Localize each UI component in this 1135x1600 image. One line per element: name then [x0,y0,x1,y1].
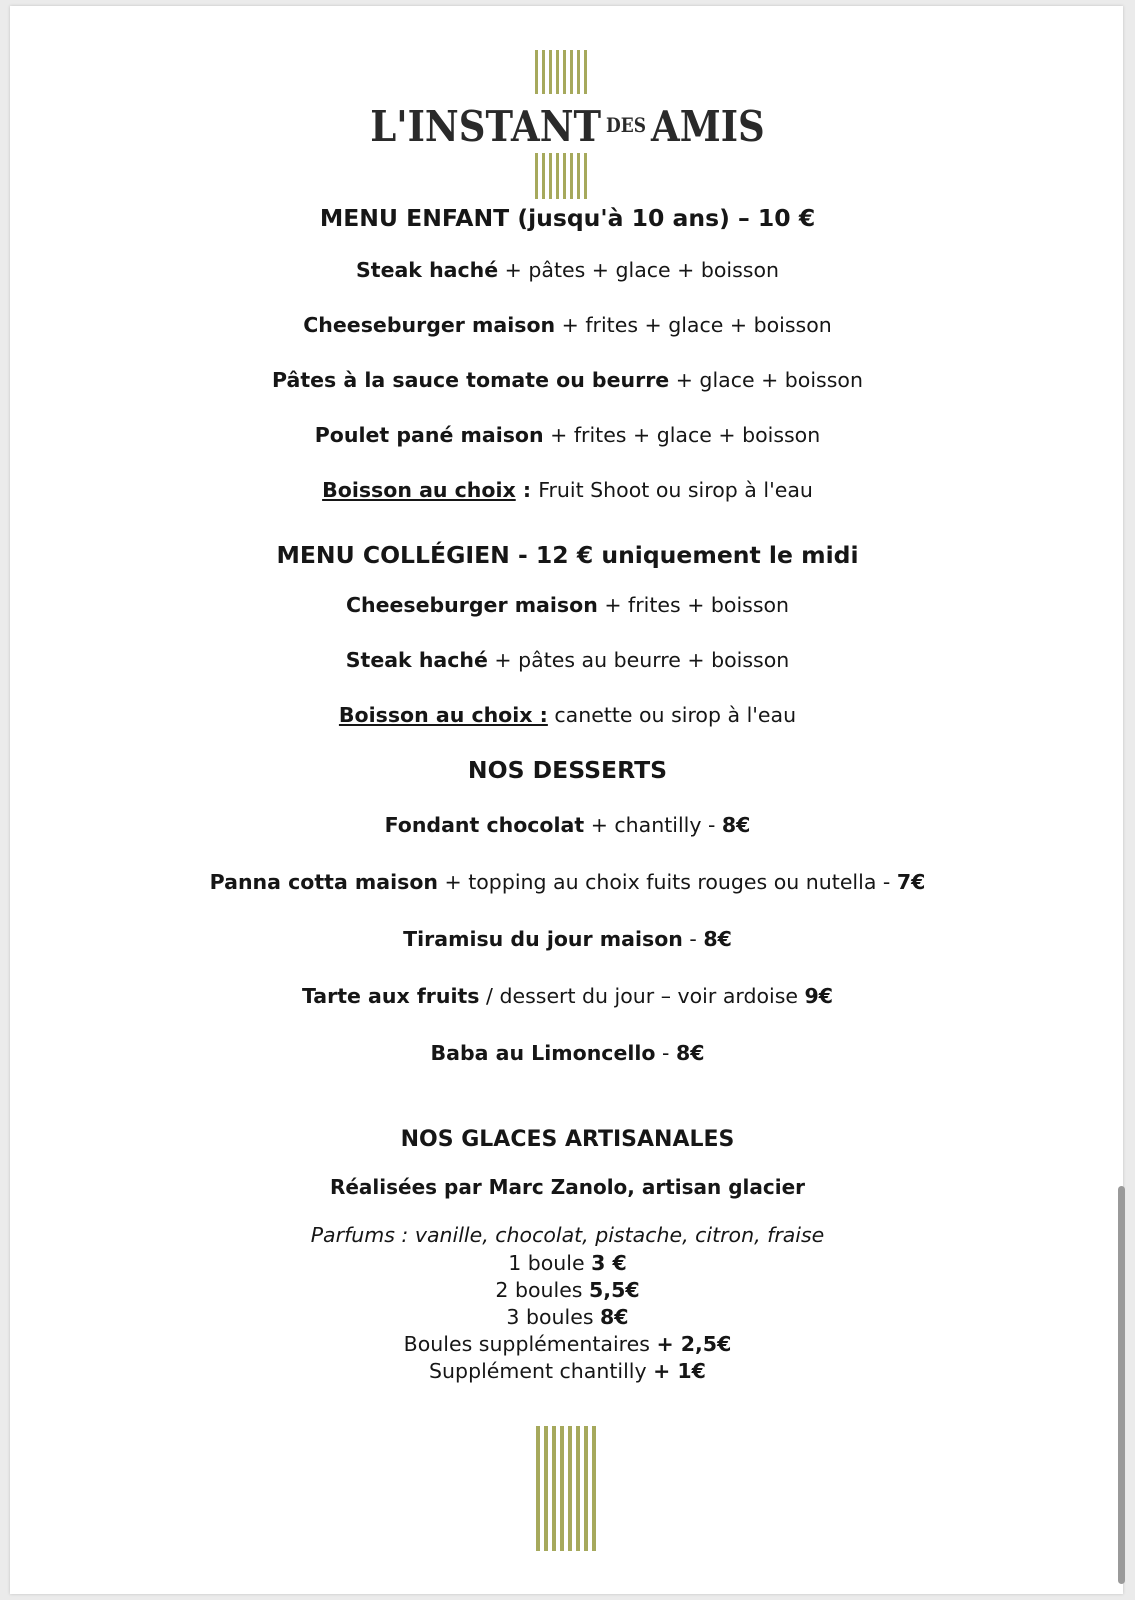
menu-item: Poulet pané maison + frites + glace + boisson [314,423,821,447]
logo-bars-top [535,50,587,94]
glaces-title: NOS GLACES ARTISANALES [400,1127,735,1152]
logo-text-amis: AMIS [651,100,765,152]
glace-price: Supplément chantilly + 1€ [429,1359,706,1383]
glace-price: 3 boules 8€ [506,1305,629,1329]
glaces-parfums: Parfums : vanille, chocolat, pistache, citron, fraise [310,1223,825,1247]
menu-enfant-title: MENU ENFANT (jusqu'à 10 ans) – 10 € [319,204,816,232]
logo-bars-bottom [536,1426,596,1551]
logo-text-instant: L'INSTANT [370,100,602,152]
dessert-item: Baba au Limoncello - 8€ [430,1041,705,1065]
menu-item: Pâtes à la sauce tomate ou beurre + glace + boisson [272,368,863,392]
vertical-scrollbar[interactable] [1118,1186,1125,1584]
dessert-item: Tiramisu du jour maison - 8€ [403,927,732,951]
menu-collegien-title: MENU COLLÉGIEN - 12 € uniquement le midi [276,541,859,569]
dessert-item: Tarte aux fruits / dessert du jour – voir ardoise 9€ [301,984,834,1008]
drink-choice-enfant: Boisson au choix : Fruit Shoot ou sirop à l'eau [322,478,813,502]
logo-bars-middle [535,153,587,199]
drink-choice-collegien: Boisson au choix : canette ou sirop à l'eau [338,703,797,727]
glace-price: 1 boule 3 € [508,1251,627,1275]
restaurant-logo [370,94,765,158]
logo-text-des: DES [606,114,647,138]
menu-item: Cheeseburger maison + frites + glace + boisson [303,313,832,337]
dessert-item: Panna cotta maison + topping au choix fuits rouges ou nutella - 7€ [209,870,926,894]
menu-item: Cheeseburger maison + frites + boisson [345,593,790,617]
glace-price: Boules supplémentaires + 2,5€ [403,1332,732,1356]
desserts-title: NOS DESSERTS [467,756,668,784]
menu-item: Steak haché + pâtes + glace + boisson [356,258,779,282]
glaces-subtitle: Réalisées par Marc Zanolo, artisan glacier [329,1175,806,1199]
glace-price: 2 boules 5,5€ [495,1278,640,1302]
dessert-item: Fondant chocolat + chantilly - 8€ [384,813,751,837]
menu-item: Steak haché + pâtes au beurre + boisson [345,648,790,672]
